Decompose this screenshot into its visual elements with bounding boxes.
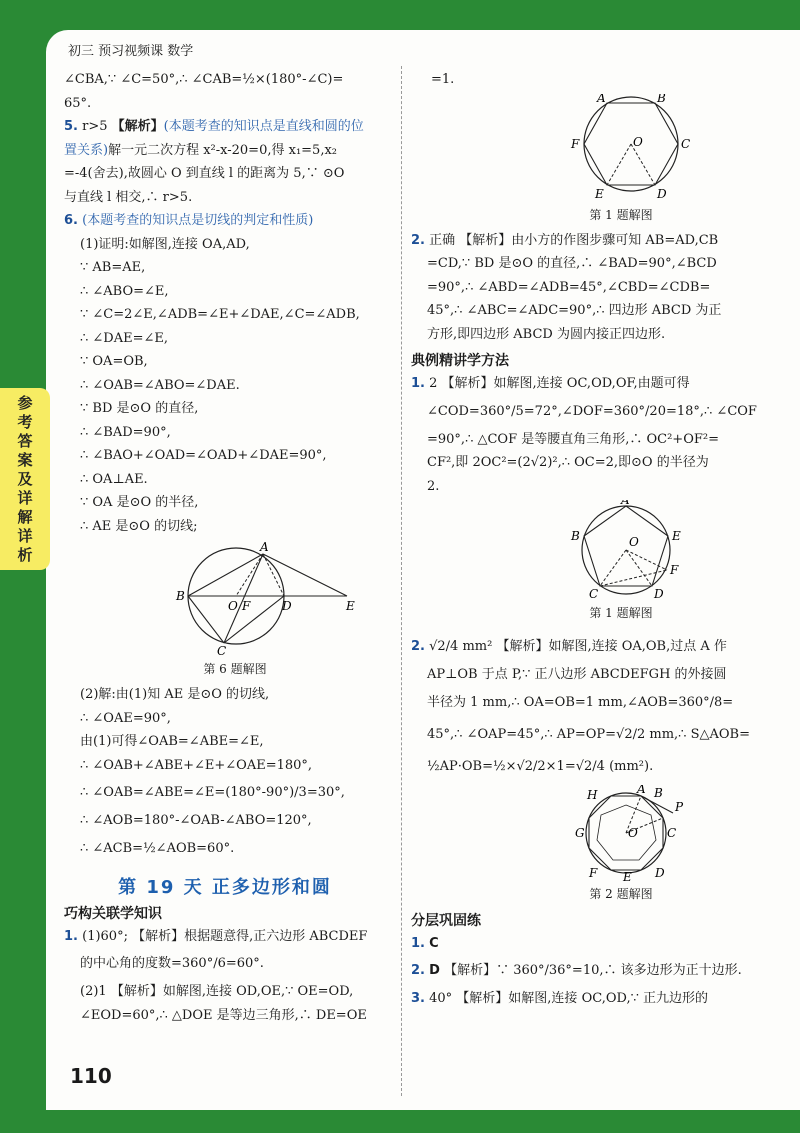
text-line: =90°,∴ ∠ABD=∠ADB=45°,∠CBD=∠CDB= [427,279,711,295]
figure-caption: 第 6 题解图 [203,662,267,676]
page-sheet [46,30,800,1110]
side-tab-char: 考 [17,413,33,431]
text-line: ∴ ∠BAD=90°, [80,424,171,440]
question-number: 1. [411,935,425,951]
point-label: F [589,865,598,880]
text-line: 与直线 l 相交,∴ r>5. [64,189,193,205]
side-tab-char: 解 [17,508,33,526]
text-line: (2)1 【解析】如解图,连接 OD,OE,∵ OE=OD, [80,984,354,999]
question-number: 6. [64,213,78,228]
text-line: ∠CBA,∵ ∠C=50°,∴ ∠CAB=½×(180°-∠C)= [64,72,344,87]
point-label: O [228,599,238,613]
point-label: D [655,865,665,880]
point-label: F [670,563,679,577]
left-column [64,68,386,1027]
text-span: 2 【解析】如解图,连接 OC,OD,OF,由题可得 [429,376,690,391]
side-tab-char: 详 [17,489,33,507]
point-label: E [672,529,681,543]
figure-caption: 第 1 题解图 [589,207,653,222]
q6-diagram [64,540,386,656]
text-line: ∴ ∠OAE=90°, [80,710,171,726]
fig1-hexagon [411,94,791,223]
text-line: ∵ ∠C=2∠E,∠ADB=∠E+∠DAE,∠C=∠ADB, [80,307,360,322]
text-line: ∴ ∠ABO=∠E, [80,283,169,299]
figure-caption: 第 2 题解图 [589,886,653,901]
text-line: 半径为 1 mm,∴ OA=OB=1 mm,∠AOB=360°/8= [427,694,734,710]
knowledge-note: (本题考查的知识点是切线的判定和性质) [82,213,314,228]
text-line: =CD,∵ BD 是⊙O 的直径,∴ ∠BAD=90°,∠BCD [427,256,717,271]
text-line: ∴ ∠OAB=∠ABE=∠E=(180°-90°)/3=30°, [80,785,345,800]
text-line: ∴ ∠ACB=½∠AOB=60°. [80,840,235,856]
text-line: CF²,即 2OC²=(2√2)²,∴ OC=2,即⊙O 的半径为 [427,455,709,470]
figure-caption: 第 1 题解图 [589,606,653,620]
octagon-diagram [411,785,791,881]
hexagon-diagram [411,94,791,202]
fig-octagon [411,785,791,902]
answer: C [429,935,439,951]
knowledge-note: 置关系) [64,142,109,158]
text-line: 45°,∴ ∠ABC=∠ADC=90°,∴ 四边形 ABCD 为正 [427,303,722,318]
point-label: B [657,93,666,105]
text-span: 【解析】∵ 360°/36°=10,∴ 该多边形为正十边形. [444,963,742,978]
side-tab-char: 析 [17,546,33,564]
point-label: F [571,136,580,151]
question-number: 5. [64,119,78,134]
point-label: B [654,785,663,800]
text-line: 由(1)可得∠OAB=∠ABE=∠E, [80,734,264,749]
text-line: ∠COD=360°/5=72°,∠DOF=360°/20=18°,∴ ∠COF [427,403,757,419]
fig-pentagon [411,500,791,621]
text-line: =90°,∴ △COF 是等腰直角三角形,∴ OC²+OF²= [427,431,719,447]
side-tab-char: 案 [17,451,33,469]
day-title: 第 19 天 正多边形和圆 [118,876,332,898]
point-label: A [637,784,646,796]
text-line: ∴ OA⊥AE. [80,471,148,487]
section-heading: 分层巩固练 [411,912,481,929]
point-label: C [681,136,691,151]
text-line: AP⊥OB 于点 P,∵ 正八边形 ABCDEFGH 的外接圆 [427,667,727,682]
right-column [411,68,791,1011]
point-label: C [589,587,599,600]
point-label: B [571,529,580,543]
question-number: 2. [411,232,425,248]
running-header: 初三 预习视频课 数学 [68,44,194,59]
point-label: O [628,825,638,840]
text-line: ∵ OA=OB, [80,354,148,369]
point-label: C [217,644,227,656]
question-number: 1. [64,928,78,944]
question-number: 1. [411,376,425,391]
text-line: 的中心角的度数=360°/6=60°. [80,956,264,971]
text-line: ∵ AB=AE, [80,260,146,275]
text-line: ½AP·OB=½×√2/2×1=√2/4 (mm²). [427,758,654,774]
knowledge-note: (本题考查的知识点是直线和圆的位 [163,119,364,134]
text-span: 正确 【解析】由小方的作图步骤可知 AB=AD,CB [429,232,719,248]
analysis-tag: 【解析】 [111,119,164,134]
point-label: D [654,587,664,600]
q6-part1 [64,233,386,539]
text-line: 45°,∴ ∠OAP=45°,∴ AP=OP=√2/2 mm,∴ S△AOB= [427,726,750,742]
text-line: ∴ ∠OAB+∠ABE+∠E+∠OAE=180°, [80,757,313,773]
text-span: 解一元二次方程 x²-x-20=0,得 x₁=5,x₂ [108,142,337,158]
column-divider [401,66,402,1096]
question-number: 2. [411,639,425,654]
pentagon-diagram [411,500,791,600]
text-line: ∵ BD 是⊙O 的直径, [80,401,199,416]
point-label: F [242,599,251,613]
point-label: D [282,599,292,613]
side-tab-char: 详 [17,527,33,545]
text-line: ∠EOD=60°,∴ △DOE 是等边三角形,∴ DE=OE [80,1007,367,1023]
point-label: H [587,787,598,802]
text-line: =1. [431,72,455,87]
text-span: 40° 【解析】如解图,连接 OC,OD,∵ 正九边形的 [429,991,708,1006]
question-number: 2. [411,963,425,978]
point-label: P [675,799,684,814]
text-line: ∴ ∠AOB=180°-∠OAB-∠ABO=120°, [80,813,312,828]
side-tab-char: 参 [17,394,33,412]
point-label: E [346,599,355,613]
q6-part2 [64,683,386,865]
point-label: B [176,589,185,603]
point-label: C [667,825,677,840]
text-line: 2. [427,478,440,494]
answer: r>5 [82,119,108,134]
point-label: E [623,869,632,881]
point-label: A [621,500,630,507]
point-label: G [575,825,585,840]
answer: D [429,963,440,978]
text-span: (1)60°; 【解析】根据题意得,正六边形 ABCDEF [82,928,368,944]
point-label: O [633,134,643,149]
text-line: (1)证明:如解图,连接 OA,AD, [80,236,250,252]
page-number: 110 [70,1064,112,1088]
text-span: √2/4 mm² 【解析】如解图,连接 OA,OB,过点 A 作 [429,639,727,654]
point-label: A [597,93,606,105]
text-line: (2)解:由(1)知 AE 是⊙O 的切线, [80,687,270,702]
q6-figure [64,540,386,677]
text-line: ∴ ∠OAB=∠ABO=∠DAE. [80,377,240,393]
text-line: 65°. [64,95,92,111]
point-label: O [629,535,639,549]
text-line: 方形,即四边形 ABCD 为圆内接正四边形. [427,326,666,342]
point-label: A [260,540,269,554]
section-heading: 典例精讲学方法 [411,353,509,369]
section-heading: 巧构关联学知识 [64,905,162,922]
question-number: 3. [411,991,425,1006]
point-label: D [657,186,667,201]
side-tab-char: 及 [17,470,33,488]
text-line: ∴ ∠DAE=∠E, [80,330,169,346]
text-line: ∴ ∠BAO+∠OAD=∠OAD+∠DAE=90°, [80,448,327,463]
text-line: =-4(舍去),故圆心 O 到直线 l 的距离为 5,∵ ⊙O [64,166,345,181]
side-tab [0,388,50,570]
text-line: ∵ OA 是⊙O 的半径, [80,495,199,510]
point-label: E [595,186,604,201]
side-tab-char: 答 [17,432,33,450]
text-line: ∴ AE 是⊙O 的切线; [80,518,198,534]
